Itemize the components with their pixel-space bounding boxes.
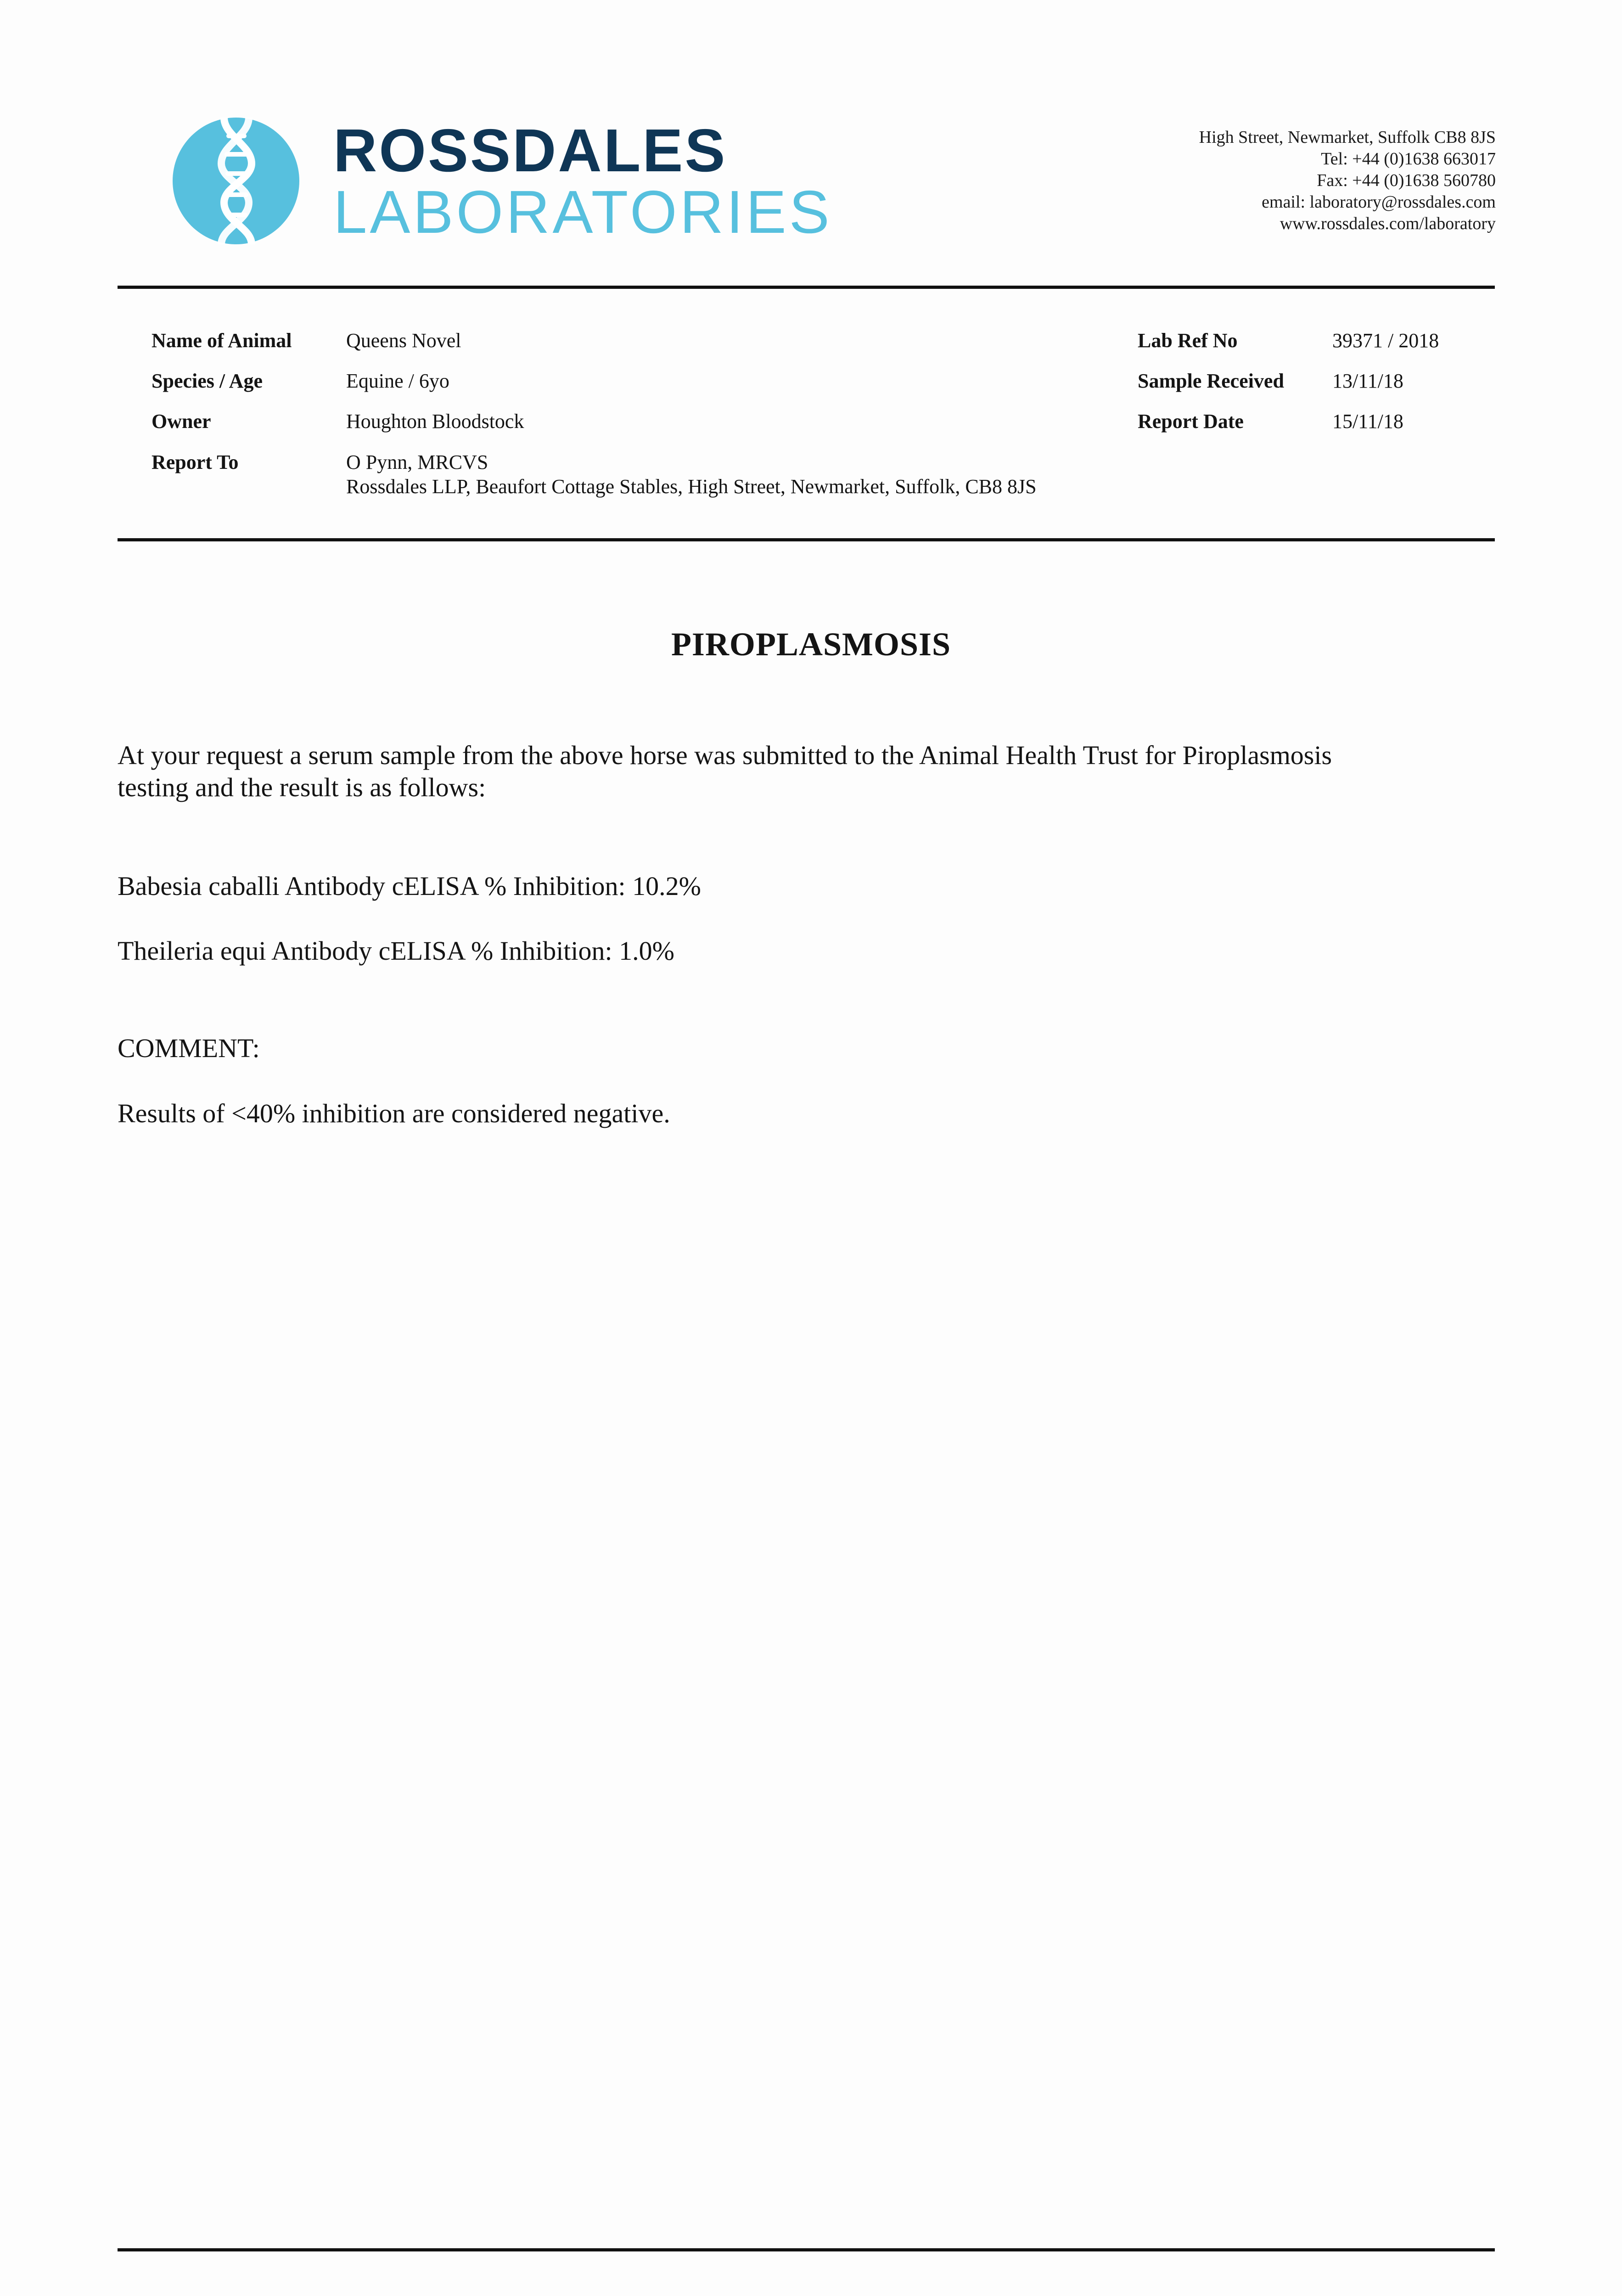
species-age-value: Equine / 6yo [346, 370, 449, 392]
report-to-address: Rossdales LLP, Beaufort Cottage Stables, High Street, Newmarket, Suffolk, CB8 8JS [346, 475, 1037, 498]
contact-email: email: laboratory@rossdales.com [1262, 192, 1496, 212]
company-logo [333, 117, 832, 246]
species-age-label: Species / Age [152, 370, 263, 392]
theileria-result: Theileria equi Antibody cELISA % Inhibition: 1.0% [118, 936, 674, 966]
intro-line1: At your request a serum sample from the above horse was submitted to the Animal Health Trust for Piroplasmosis [118, 740, 1332, 770]
bottom-divider [118, 2248, 1495, 2251]
logo-line1: ROSSDALES [333, 117, 727, 184]
babesia-result: Babesia caballi Antibody cELISA % Inhibition: 10.2% [118, 871, 701, 901]
report-title: PIROPLASMOSIS [671, 626, 951, 663]
report-date-value: 15/11/18 [1332, 410, 1403, 433]
contact-block [1199, 127, 1496, 235]
contact-web: www.rossdales.com/laboratory [1280, 214, 1496, 233]
logo-line2: LABORATORIES [333, 178, 832, 246]
sample-received-label: Sample Received [1138, 370, 1284, 392]
comment-label: COMMENT: [118, 1033, 260, 1063]
lab-ref-value: 39371 / 2018 [1332, 329, 1439, 352]
contact-address: High Street, Newmarket, Suffolk CB8 8JS [1199, 128, 1496, 147]
top-divider [118, 286, 1495, 289]
intro-line2: testing and the result is as follows: [118, 772, 486, 802]
intro-paragraph [118, 739, 1486, 804]
contact-fax: Fax: +44 (0)1638 560780 [1317, 171, 1496, 190]
dna-helix-icon [173, 118, 299, 244]
owner-value: Houghton Bloodstock [346, 410, 524, 433]
name-of-animal-label: Name of Animal [152, 329, 292, 352]
owner-label: Owner [152, 410, 211, 433]
name-of-animal-value: Queens Novel [346, 329, 461, 352]
middle-divider [118, 538, 1495, 541]
lab-ref-label: Lab Ref No [1138, 329, 1238, 352]
report-to-name: O Pynn, MRCVS [346, 451, 488, 473]
report-to-label: Report To [152, 451, 239, 473]
contact-tel: Tel: +44 (0)1638 663017 [1321, 149, 1496, 169]
sample-received-value: 13/11/18 [1332, 370, 1403, 392]
comment-text: Results of <40% inhibition are considered negative. [118, 1098, 670, 1128]
report-date-label: Report Date [1138, 410, 1244, 433]
